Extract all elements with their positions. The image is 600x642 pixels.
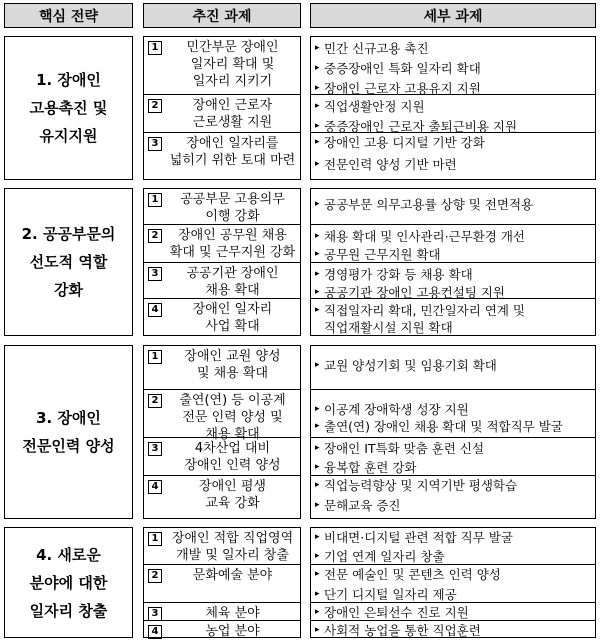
task-item — [144, 621, 300, 639]
strategy-title: 2. 공공부문의 선도적 역할 강화 — [4, 188, 133, 336]
task-text: 농업 분야 — [205, 624, 260, 639]
row-divider — [311, 437, 595, 438]
header-detail: 세부 과제 — [310, 3, 596, 28]
detail-text: 이공계 장애학생 성장 지원 — [324, 402, 469, 417]
detail-text: 공공부문 의무고용률 상향 및 전면적용 — [324, 197, 534, 212]
row-divider — [311, 262, 595, 263]
detail-text: 융복합 훈련 강화 — [324, 460, 417, 475]
task-item — [144, 225, 300, 263]
detail-text: 전문인력 양성 기반 마련 — [324, 157, 457, 172]
detail-item — [311, 621, 595, 639]
bullet-triangle-icon: ▸ — [315, 443, 320, 453]
task-item — [144, 299, 300, 337]
task-item — [144, 603, 300, 621]
detail-text: 중증장애인 특화 일자리 확대 — [324, 61, 481, 76]
bullet-triangle-icon: ▸ — [315, 625, 320, 635]
detail-text: 중증장애인 근로자 출퇴근비용 지원 — [324, 119, 518, 134]
row-divider — [311, 298, 595, 299]
detail-text: 단기 디지털 일자리 제공 — [324, 587, 457, 602]
task-item — [144, 95, 300, 133]
detail-text: 장애인 IT특화 맞춤 훈련 신설 — [324, 441, 485, 456]
detail-item — [311, 356, 595, 374]
task-item — [144, 37, 300, 95]
bullet-triangle-icon: ▸ — [315, 500, 320, 510]
bullet-triangle-icon: ▸ — [315, 421, 320, 431]
detail-item — [311, 400, 595, 418]
bullet-triangle-icon: ▸ — [315, 199, 320, 209]
task-number-box: 3 — [148, 607, 162, 621]
detail-item — [311, 476, 595, 494]
detail-item — [311, 195, 595, 213]
detail-text: 사회적 농업을 통한 직업훈련 — [324, 623, 481, 638]
detail-text: 기업 연계 일자리 창출 — [324, 549, 445, 564]
task-number-box: 3 — [148, 267, 162, 281]
bullet-triangle-icon: ▸ — [315, 287, 320, 297]
task-text: 공공기관 장애인 채용 확대 — [186, 266, 279, 298]
detail-item — [311, 439, 595, 457]
detail-text: 비대면·디지털 관련 적합 직무 발굴 — [324, 530, 513, 545]
detail-text: 문해교육 증진 — [324, 498, 401, 513]
task-column-block — [143, 345, 301, 519]
task-text: 장애인 평생 교육 강화 — [199, 479, 266, 511]
task-number-box: 1 — [148, 532, 162, 546]
detail-text: 직업생활안정 지원 — [324, 99, 425, 114]
bullet-triangle-icon: ▸ — [315, 462, 320, 472]
task-text: 체육 분야 — [205, 606, 260, 621]
header-task: 추진 과제 — [143, 3, 301, 28]
detail-item — [311, 301, 595, 336]
header-strategy: 핵심 전략 — [4, 3, 133, 28]
detail-column-block — [310, 36, 596, 180]
bullet-triangle-icon: ▸ — [315, 159, 320, 169]
bullet-triangle-icon: ▸ — [315, 569, 320, 579]
bullet-triangle-icon: ▸ — [315, 360, 320, 370]
task-number-box: 3 — [148, 442, 162, 456]
detail-text: 공무원 근무지원 확대 — [324, 247, 441, 262]
detail-item — [311, 528, 595, 546]
detail-text: 교원 양성기회 및 임용기회 확대 — [324, 358, 497, 373]
strategy-title: 4. 새로운 분야에 대한 일자리 창출 — [4, 527, 133, 638]
detail-text: 전문 예술인 및 콘텐츠 인력 양성 — [324, 567, 501, 582]
detail-item — [311, 417, 595, 435]
task-text: 장애인 근로자 근로생활 지원 — [192, 98, 273, 130]
task-text: 장애인 적합 직업영역 개발 및 일자리 창출 — [171, 531, 294, 563]
detail-text: 장애인 고용 디지털 기반 강화 — [324, 135, 485, 150]
detail-text: 장애인 은퇴선수 진로 지원 — [324, 605, 469, 620]
detail-text: 민간 신규고용 촉진 — [324, 41, 429, 56]
task-item — [144, 565, 300, 603]
task-number-box: 3 — [148, 137, 162, 151]
bullet-triangle-icon: ▸ — [315, 551, 320, 561]
detail-text: 장애인 근로자 고용유지 지원 — [324, 81, 481, 96]
bullet-triangle-icon: ▸ — [315, 137, 320, 147]
bullet-triangle-icon: ▸ — [315, 607, 320, 617]
task-item — [144, 438, 300, 476]
task-column-block — [143, 36, 301, 180]
bullet-triangle-icon: ▸ — [315, 63, 320, 73]
detail-item — [311, 133, 595, 151]
detail-text: 직접일자리 확대, 민간일자리 연계 및 직업재활시설 지원 확대 — [324, 303, 525, 335]
detail-item — [311, 603, 595, 621]
task-number-box: 1 — [148, 41, 162, 55]
detail-text: 직업능력향상 및 지역기반 평생학습 — [324, 478, 518, 493]
row-divider — [311, 94, 595, 95]
detail-column-block — [310, 188, 596, 336]
detail-item — [311, 227, 595, 245]
task-number-box: 1 — [148, 350, 162, 364]
task-text: 공공부문 고용의무 이행 강화 — [180, 192, 285, 224]
task-number-box: 2 — [148, 394, 162, 408]
task-item — [144, 476, 300, 520]
strategy-title: 1. 장애인 고용촉진 및 유지지원 — [4, 36, 133, 180]
task-text: 출연(연) 등 이공계 전문 인력 양성 및 채용 확대 — [179, 393, 286, 442]
task-item — [144, 189, 300, 225]
task-number-box: 2 — [148, 569, 162, 583]
detail-column-block — [310, 527, 596, 638]
bullet-triangle-icon: ▸ — [315, 305, 320, 315]
row-divider — [311, 224, 595, 225]
detail-item — [311, 458, 595, 476]
task-item — [144, 390, 300, 442]
task-column-block — [143, 188, 301, 336]
row-divider — [311, 389, 595, 390]
bullet-triangle-icon: ▸ — [315, 589, 320, 599]
detail-text: 출연(연) 장애인 채용 확대 및 적합직무 발굴 — [324, 419, 563, 434]
detail-item — [311, 155, 595, 173]
detail-item — [311, 547, 595, 565]
detail-item — [311, 245, 595, 263]
strategy-title: 3. 장애인 전문인력 양성 — [4, 345, 133, 519]
bullet-triangle-icon: ▸ — [315, 121, 320, 131]
bullet-triangle-icon: ▸ — [315, 249, 320, 259]
task-text: 장애인 교원 양성 및 채용 확대 — [184, 349, 281, 381]
task-number-box: 4 — [148, 625, 162, 639]
task-number-box: 2 — [148, 229, 162, 243]
task-item — [144, 528, 300, 565]
detail-item — [311, 59, 595, 77]
task-text: 장애인 공무원 채용 확대 및 근무지원 강화 — [169, 228, 296, 260]
task-text: 장애인 일자리를 넓히기 위한 토대 마련 — [169, 136, 296, 168]
bullet-triangle-icon: ▸ — [315, 480, 320, 490]
detail-item — [311, 39, 595, 57]
task-number-box: 1 — [148, 193, 162, 207]
bullet-triangle-icon: ▸ — [315, 404, 320, 414]
detail-text: 공공기관 장애인 고용컨설팅 지원 — [324, 285, 505, 300]
detail-text: 경영평가 강화 등 채용 확대 — [324, 267, 473, 282]
task-item — [144, 346, 300, 390]
bullet-triangle-icon: ▸ — [315, 43, 320, 53]
bullet-triangle-icon: ▸ — [315, 83, 320, 93]
task-text: 장애인 일자리 사업 확대 — [192, 302, 273, 334]
bullet-triangle-icon: ▸ — [315, 101, 320, 111]
detail-item — [311, 265, 595, 283]
task-text: 민간부문 장애인 일자리 확대 및 일자리 지키기 — [186, 40, 279, 89]
detail-text: 채용 확대 및 인사관리·근무환경 개선 — [324, 229, 525, 244]
task-number-box: 4 — [148, 480, 162, 494]
detail-item — [311, 585, 595, 603]
bullet-triangle-icon: ▸ — [315, 231, 320, 241]
task-item — [144, 133, 300, 181]
bullet-triangle-icon: ▸ — [315, 269, 320, 279]
task-number-box: 4 — [148, 303, 162, 317]
task-item — [144, 263, 300, 299]
detail-item — [311, 565, 595, 583]
task-column-block — [143, 527, 301, 638]
task-number-box: 2 — [148, 99, 162, 113]
detail-column-block — [310, 345, 596, 519]
task-text: 문화예술 분야 — [192, 568, 273, 583]
bullet-triangle-icon: ▸ — [315, 532, 320, 542]
detail-item — [311, 496, 595, 514]
task-text: 4차산업 대비 장애인 인력 양성 — [184, 441, 281, 473]
detail-item — [311, 97, 595, 115]
